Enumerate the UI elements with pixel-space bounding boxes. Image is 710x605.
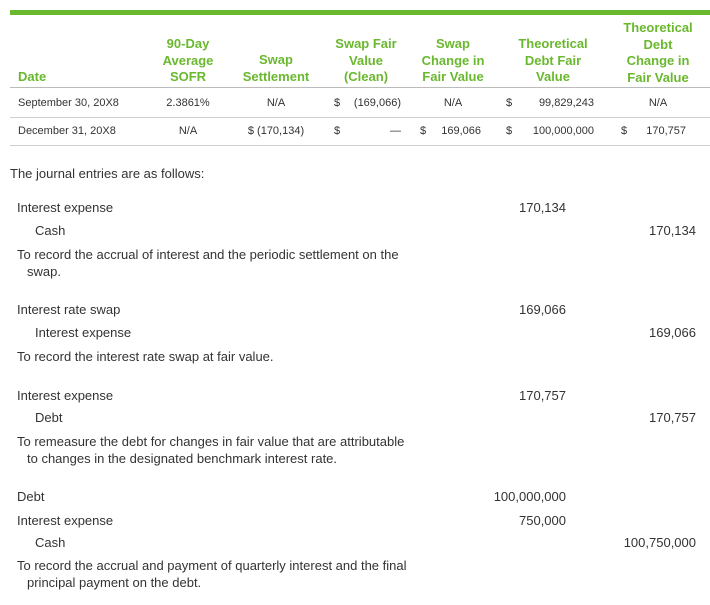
row2-debt-change-currency: $: [621, 125, 628, 137]
header-accent-bar: [10, 10, 710, 15]
row2-debt-change: 170,757: [646, 125, 686, 137]
header-date: Date: [18, 69, 47, 84]
entry2-debit-account: Interest rate swap: [17, 302, 121, 317]
row2-swap-fv: —: [390, 125, 401, 137]
entry4-debit-amount-1: 100,000,000: [493, 489, 566, 504]
header-swap-fair-value: Swap Fair Value (Clean): [335, 36, 397, 84]
entry1-memo: [17, 246, 457, 280]
row1-debt-change: N/A: [648, 97, 668, 109]
entry1-memo-line2: swap.: [27, 264, 61, 279]
row1-date: September 30, 20X8: [18, 97, 119, 109]
entry2-debit-amount: 169,066: [519, 302, 566, 317]
row1-sofr: 2.3861%: [166, 97, 210, 109]
header-swap-change: Swap Change in Fair Value: [421, 36, 485, 84]
row2-sofr: N/A: [178, 125, 198, 137]
row1-swap-fv: (169,066): [353, 97, 401, 109]
entry1-debit-amount: 170,134: [519, 200, 566, 215]
row2-debt-fv: 100,000,000: [532, 125, 594, 137]
row2-settlement: $ (170,134): [247, 125, 305, 137]
row-divider: [10, 145, 710, 146]
row2-swap-change: 169,066: [441, 125, 481, 137]
entry4-debit-account-1: Debt: [17, 489, 45, 504]
journal-intro: The journal entries are as follows:: [10, 166, 205, 181]
row1-settlement: N/A: [266, 97, 286, 109]
header-swap-settlement: Swap Settlement: [242, 52, 310, 84]
entry2-credit-amount: 169,066: [649, 325, 696, 340]
entry4-debit-amount-2: 750,000: [519, 513, 566, 528]
entry1-credit-account: Cash: [35, 223, 66, 238]
entry4-memo-line1: To record the accrual and payment of quarterly interest and the final: [17, 558, 407, 573]
row1-debt-fv-currency: $: [506, 97, 513, 109]
entry3-credit-amount: 170,757: [649, 410, 696, 425]
entry4-credit-amount: 100,750,000: [623, 535, 696, 550]
entry1-debit-account: Interest expense: [17, 200, 114, 215]
entry1-memo-line1: To record the accrual of interest and the periodic settlement on the: [17, 247, 399, 262]
entry3-debit-amount: 170,757: [519, 388, 566, 403]
entry3-memo-line2: to changes in the designated benchmark interest rate.: [27, 451, 338, 466]
entry3-memo-line1: To remeasure the debt for changes in fair value that are attributable: [17, 434, 405, 449]
entry4-debit-account-2: Interest expense: [17, 513, 114, 528]
entry3-debit-account: Interest expense: [17, 388, 114, 403]
header-debt-fair-value: Theoretical Debt Fair Value: [518, 36, 588, 84]
row2-date: December 31, 20X8: [18, 125, 116, 137]
entry1-credit-amount: 170,134: [649, 223, 696, 238]
entry2-memo-line1: To record the interest rate swap at fair value.: [17, 349, 274, 364]
entry4-memo-line2: principal payment on the debt.: [27, 575, 202, 590]
header-sofr: 90-Day Average SOFR: [162, 36, 214, 84]
row1-swap-change: N/A: [443, 97, 463, 109]
row2-swap-change-currency: $: [420, 125, 427, 137]
row2-debt-fv-currency: $: [506, 125, 513, 137]
row-divider: [10, 117, 710, 118]
header-divider: [10, 87, 710, 88]
header-debt-change: Theoretical Debt Change in Fair Value: [623, 20, 693, 85]
entry2-credit-account: Interest expense: [35, 325, 132, 340]
entry4-credit-account: Cash: [35, 535, 66, 550]
entry4-memo: [17, 557, 457, 591]
entry3-credit-account: Debt: [35, 410, 63, 425]
entry2-memo: [17, 348, 457, 365]
row1-debt-fv: 99,829,243: [538, 97, 594, 109]
row1-swap-fv-currency: $: [334, 97, 341, 109]
entry3-memo: [17, 433, 457, 467]
row2-swap-fv-currency: $: [334, 125, 341, 137]
